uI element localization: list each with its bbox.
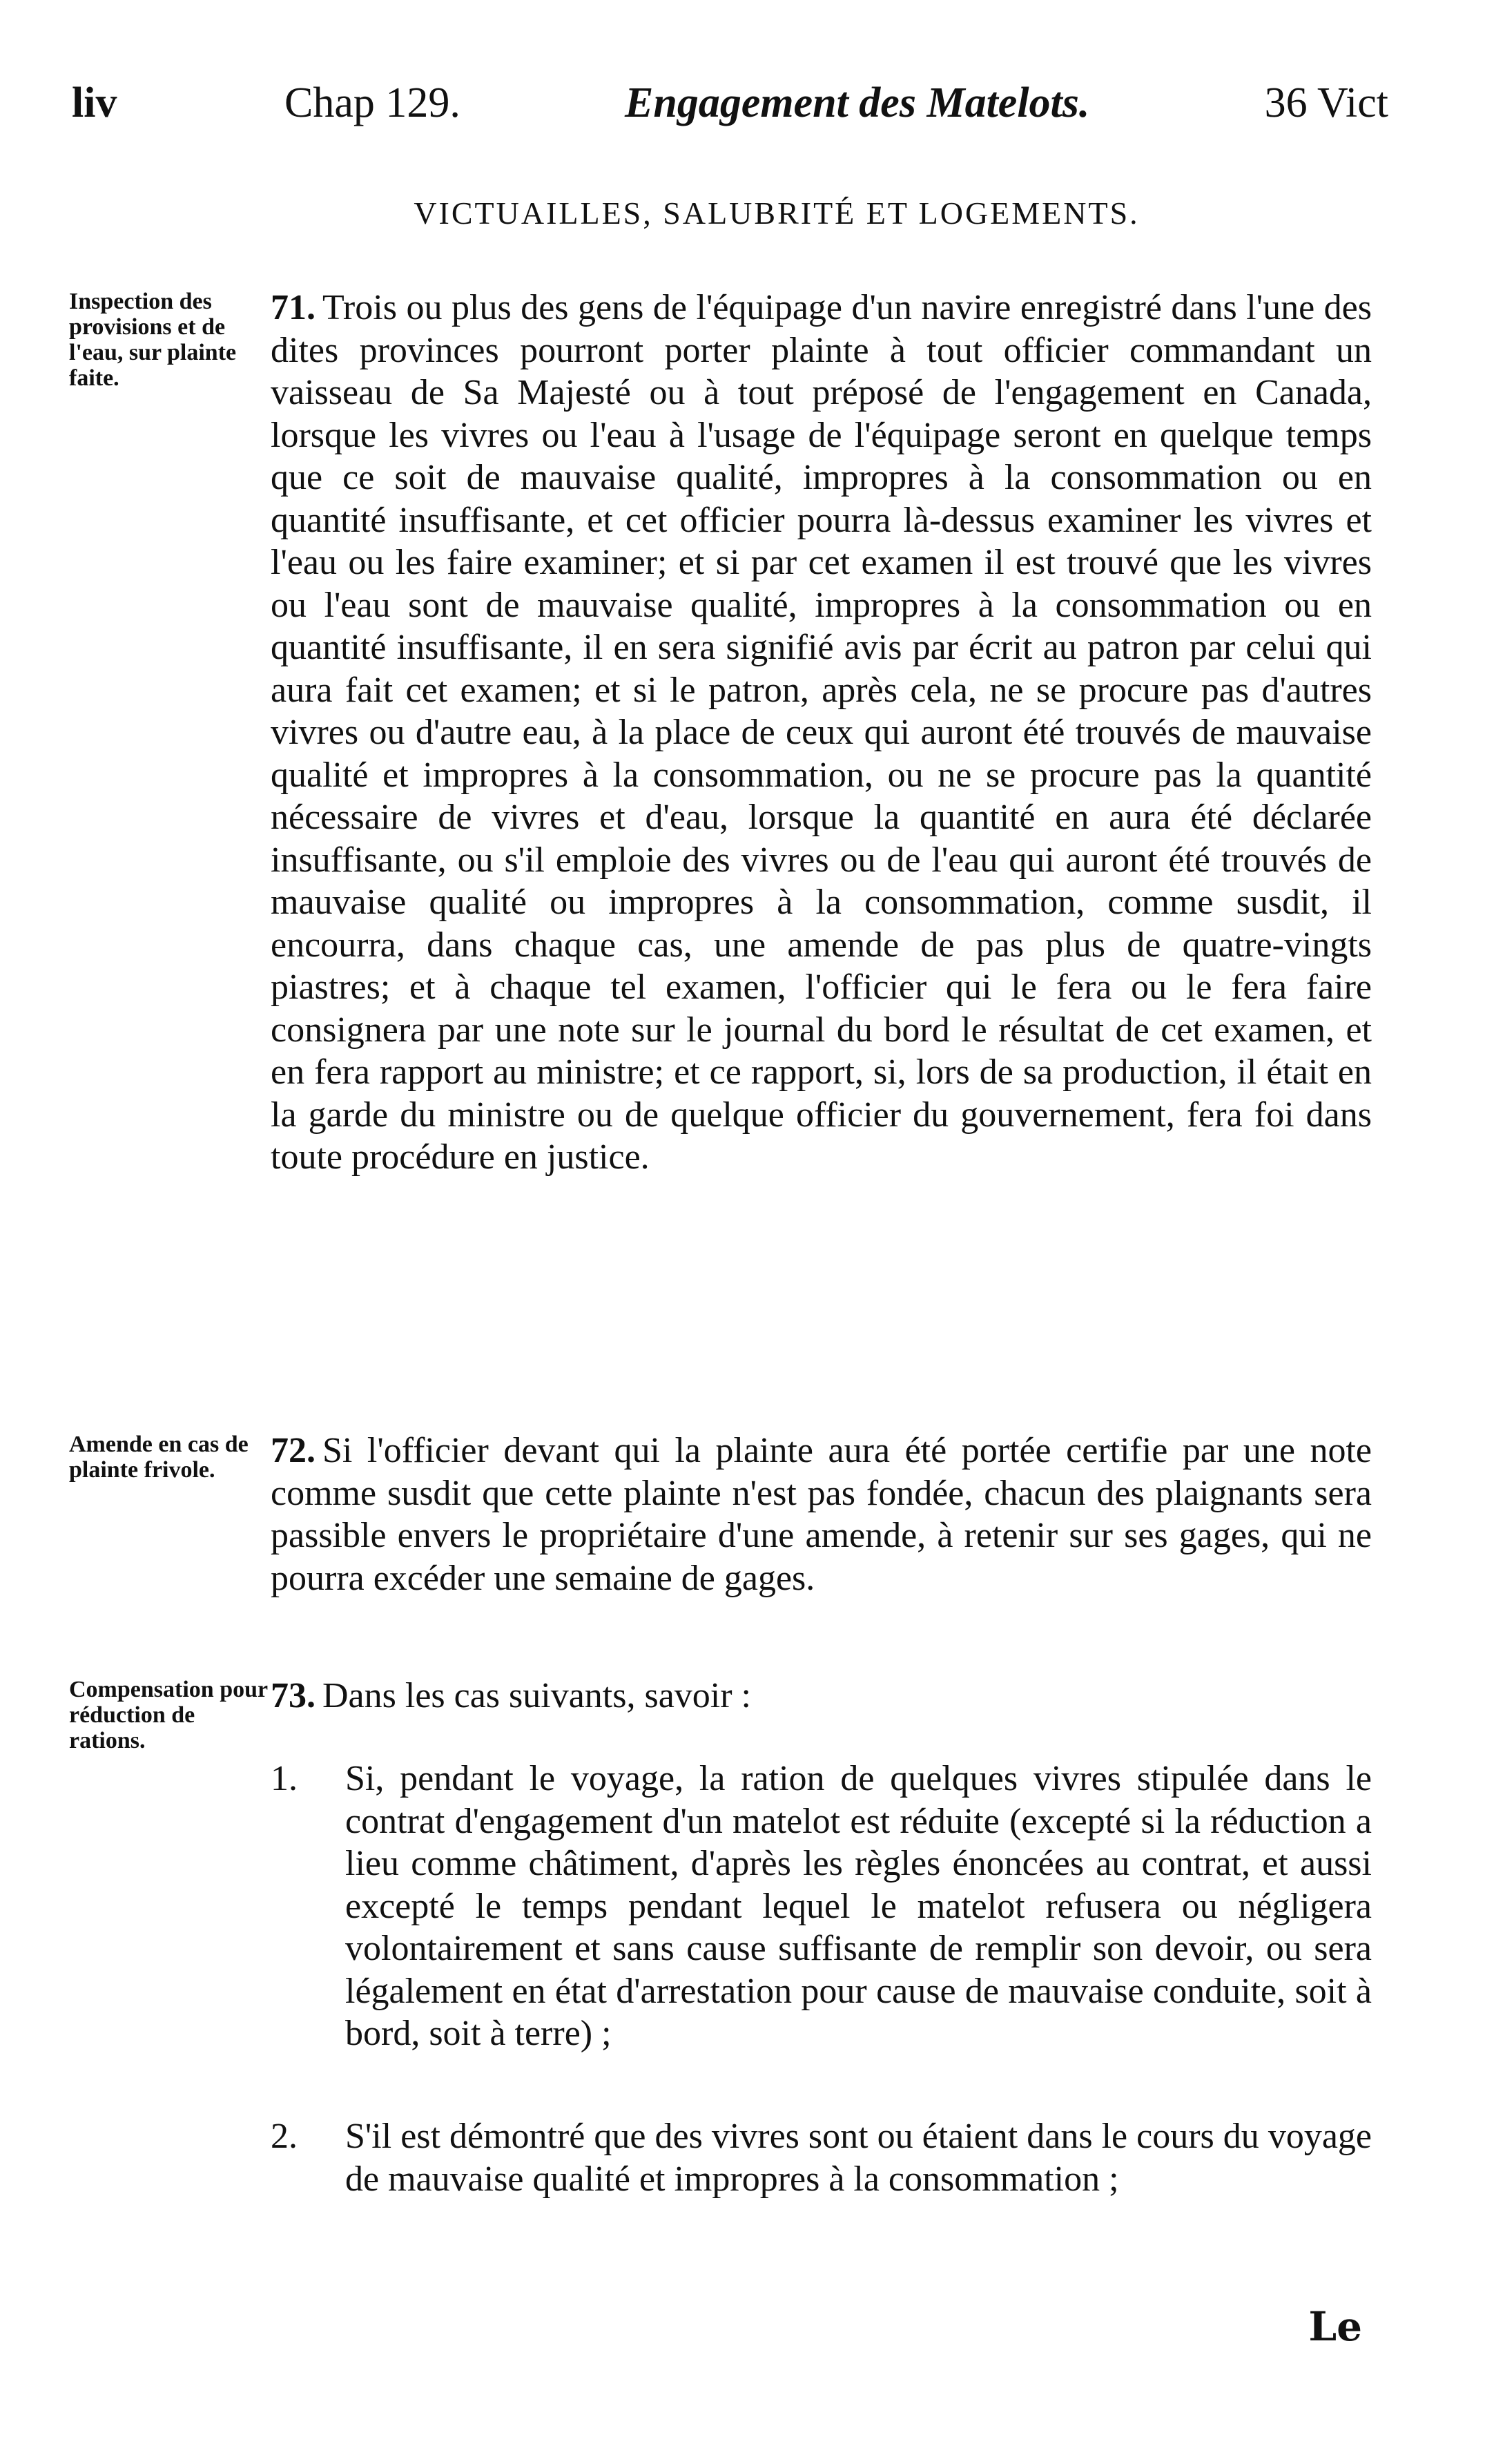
item-text: Si, pendant le voyage, la ration de quelques vivres stipulée dans le contrat d'engagement d'un matelot est réduite (excepté si la réduction a lieu comme châtiment, d'après les règles énoncées au contrat, et aussi excepté le temps pendant lequel le matelot refusera ou négligera volontairement et sans cause suffisante de remplir son devoir, ou sera légalement en état d'arrestation pour cause de mauvaise conduite, soit à bord, soit à terre) ; — [345, 1759, 1372, 2053]
page-folio: liv — [72, 79, 117, 126]
item-number: 1. — [271, 1759, 298, 1798]
section-72 — [271, 1430, 1372, 1599]
section-text: Si l'officier devant qui la plainte aura été portée certifie par une note comme susdit que cette plainte n'est pas fondée, chacun des plaignants sera passible envers le propriétaire d'une amende, à retenir sur ses gages, qui ne pourra excéder une semaine de gages. — [271, 1431, 1372, 1598]
marginal-note-71: Inspection des provisions et de l'eau, sur plainte faite. — [69, 289, 237, 391]
marginal-note-73: Compensation pour réduction de rations. — [69, 1677, 268, 1753]
section-number: 72. — [271, 1431, 316, 1470]
catchword: Le — [1308, 2303, 1362, 2350]
chapter-number: Chap 129. — [284, 79, 460, 126]
running-title: Engagement des Matelots. — [625, 79, 1090, 126]
section-text: Trois ou plus des gens de l'équipage d'un navire enregistré dans l'une des dites provinces pourront porter plainte à tout officier commandant un vaisseau de Sa Majesté ou à tout préposé de l'engagement en Canada, lorsque les vivres ou l'eau à l'usage de l'équipage seront en quelque temps que ce soit de mauvaise qualité, impropres à la consommation ou en quantité insuffisante, et cet officier pourra là-dessus examiner les vivres et l'eau ou les faire examiner; et si par cet examen il est trouvé que les vivres ou l'eau sont de mauvaise qualité, impropres à la consommation ou en quantité insuffisante, il en sera signifié avis par écrit au patron par celui qui aura fait cet examen; et si le patron, après cela, ne se procure pas d'autres vivres ou d'autre eau, à la place de ceux qui auront été trouvés de mauvaise qualité et impropres à la consommation, ou ne se procure pas la quantité nécessaire de vivres et d'eau, lorsque la quantité en aura été déclarée insuffisante, ou s'il emploie des vivres ou de l'eau qui auront été trouvés de mauvaise qualité ou impropres à la consommation, comme susdit, il encourra, dans chaque cas, une amende de pas plus de quatre-vingts piastres; et à chaque tel examen, l'officier qui le fera ou le fera faire consignera par une note sur le journal du bord le résultat de cet examen, et en fera rapport au ministre; et ce rapport, si, lors de sa production, il était en la garde du ministre ou de quelque officier du gouvernement, fera foi dans toute procédure en justice. — [271, 288, 1372, 1177]
section-71 — [271, 287, 1372, 1179]
section-number: 71. — [271, 288, 316, 327]
marginal-note-72: Amende en cas de plainte frivole. — [69, 1432, 249, 1483]
section-text: Dans les cas suivants, savoir : — [322, 1676, 752, 1715]
section-heading: VICTUAILLES, SALUBRITÉ ET LOGEMENTS. — [414, 195, 1140, 231]
list-item — [271, 2115, 1372, 2200]
section-number: 73. — [271, 1676, 316, 1715]
regnal-year: 36 Vict — [1264, 79, 1388, 126]
list-item — [271, 1758, 1372, 2055]
item-text: S'il est démontré que des vivres sont ou étaient dans le cours du voyage de mauvaise qualité et impropres à la consommation ; — [345, 2117, 1372, 2199]
item-number: 2. — [271, 2117, 298, 2156]
section-73 — [271, 1675, 1372, 1717]
